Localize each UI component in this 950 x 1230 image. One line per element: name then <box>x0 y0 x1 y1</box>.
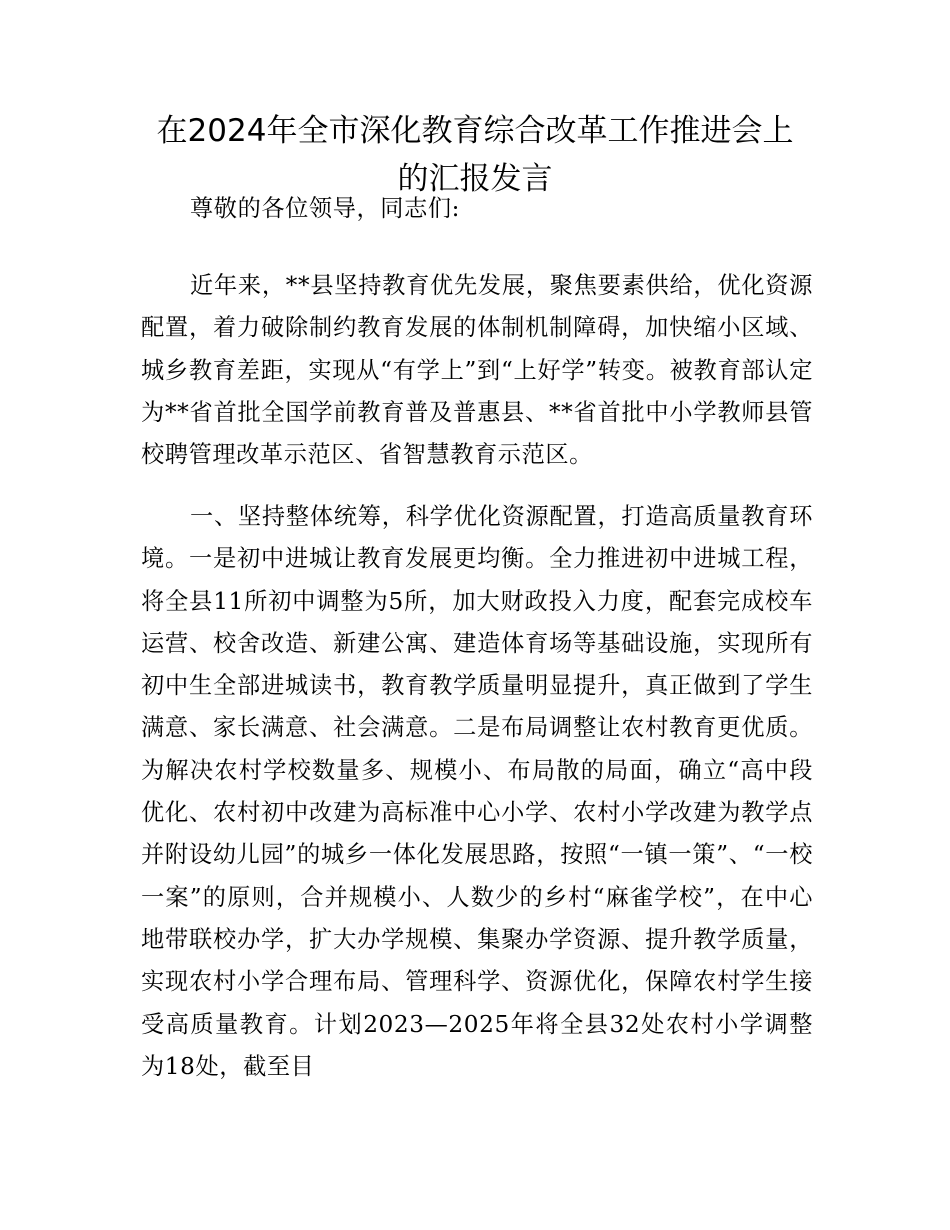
document-title-line2: 的汇报发言 <box>397 161 553 197</box>
greeting: 尊敬的各位领导，同志们: <box>190 195 461 222</box>
body-paragraph-1: 近年来，**县坚持教育优先发展，聚焦要素供给，优化资源配置，着力破除制约教育发展的体制机制障碍，加快缩小区域、城乡教育差距，实现从“有学上”到“上好学”转变。被教育部认定为**省首批全国学前教育普及普惠县、**省首批中小学教师县管校聘管理改革示范区、省智慧教育示范区。 <box>141 272 813 469</box>
document-title-line1: 在2024年全市深化教育综合改革工作推进会上 <box>156 113 794 149</box>
body-paragraph-2: 一、坚持整体统筹，科学优化资源配置，打造高质量教育环境。一是初中进城让教育发展更均衡。全力推进初中进城工程，将全县11所初中调整为5所，加大财政投入力度，配套完成校车运营、校舍改造、新建公寓、建造体育场等基础设施，实现所有初中生全部进城读书，教育教学质量明显提升，真正做到了学生满意、家长满意、社会满意。二是布局调整让农村教育更优质。为解决农村学校数量多、规模小、布局散的局面，确立“高中段优化、农村初中改建为高标准中心小学、农村小学改建为教学点并附设幼儿园”的城乡一体化发展思路，按照“一镇一策”、“一校一案”的原则，合并规模小、人数少的乡村“麻雀学校”，在中心地带联校办学，扩大办学规模、集聚办学资源、提升教学质量，实现农村小学合理布局、管理科学、资源优化，保障农村学生接受高质量教育。计划2023—2025年将全县32处农村小学调整为18处，截至目 <box>141 503 813 1080</box>
